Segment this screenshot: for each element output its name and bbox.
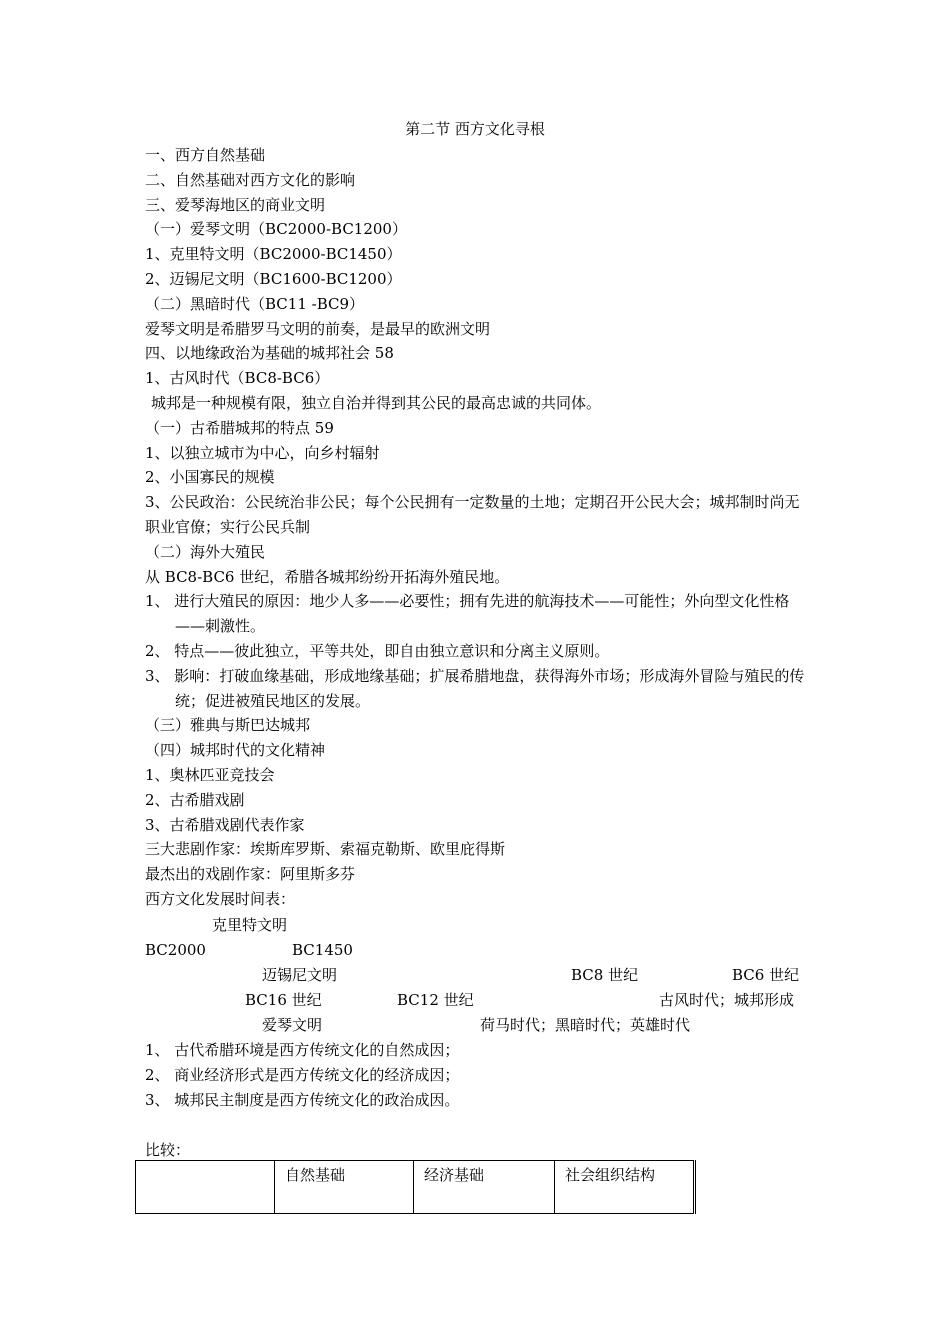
subheading-line: （一）爱琴文明（BC2000-BC1200） bbox=[145, 220, 407, 239]
timeline-bc12: BC12 世纪 bbox=[397, 991, 474, 1009]
table-cell: 社会组织结构 bbox=[555, 1161, 695, 1214]
compare-label: 比较： bbox=[145, 1141, 191, 1159]
page-title: 第二节 西方文化寻根 bbox=[405, 120, 545, 138]
timeline-bc8: BC8 世纪 bbox=[571, 966, 639, 984]
text-line: 城邦是一种规模有限，独立自治并得到其公民的最高忠诚的共同体。 bbox=[151, 393, 602, 412]
conclusion-item: 3、 城邦民主制度是西方传统文化的政治成因。 bbox=[145, 1091, 460, 1109]
list-item: 1、古风时代（BC8-BC6） bbox=[145, 369, 330, 388]
comparison-table bbox=[135, 1160, 696, 1214]
timeline-bc16: BC16 世纪 bbox=[245, 991, 322, 1009]
list-item: 1、克里特文明（BC2000-BC1450） bbox=[145, 245, 402, 264]
table-cell bbox=[136, 1161, 275, 1214]
list-item: 3、古希腊戏剧代表作家 bbox=[145, 815, 305, 834]
list-item: 3、 影响：打破血缘基础，形成地缘基础；扩展希腊地盘，获得海外市场；形成海外冒险与殖民的传统；促进被殖民地区的发展。 bbox=[145, 666, 805, 710]
list-item: 3、公民政治：公民统治非公民；每个公民拥有一定数量的土地；定期召开公民大会；城邦制时尚无职业官僚；实行公民兵制 bbox=[145, 493, 800, 536]
timeline-archaic: 古风时代；城邦形成 bbox=[659, 991, 795, 1009]
subheading-line: （四）城邦时代的文化精神 bbox=[145, 741, 326, 760]
table-cell: 经济基础 bbox=[414, 1161, 555, 1214]
text-line: 三大悲剧作家：埃斯库罗斯、索福克勒斯、欧里庇得斯 bbox=[145, 840, 506, 859]
table-row bbox=[136, 1161, 695, 1214]
subheading-line: （二）海外大殖民 bbox=[145, 542, 266, 561]
text-line: 爱琴文明是希腊罗马文明的前奏，是最早的欧洲文明 bbox=[145, 319, 491, 338]
list-item: 1、奥林匹亚竞技会 bbox=[145, 765, 275, 784]
subheading-line: （二）黑暗时代（BC11 -BC9） bbox=[145, 294, 365, 313]
timeline-mycenae: 迈锡尼文明 bbox=[262, 966, 338, 984]
list-item: 2、小国寡民的规模 bbox=[145, 468, 275, 487]
timeline-aegean: 爱琴文明 bbox=[262, 1016, 323, 1034]
list-item: 1、以独立城市为中心，向乡村辐射 bbox=[145, 443, 380, 462]
timeline-crete: 克里特文明 bbox=[212, 916, 288, 934]
subheading-line: （一）古希腊城邦的特点 59 bbox=[145, 418, 334, 437]
table-cell: 自然基础 bbox=[275, 1161, 414, 1214]
list-item: 2、迈锡尼文明（BC1600-BC1200） bbox=[145, 269, 402, 288]
subheading-line: （三）雅典与斯巴达城邦 bbox=[145, 716, 311, 735]
text-line: 西方文化发展时间表： bbox=[145, 889, 296, 908]
conclusion-item: 2、 商业经济形式是西方传统文化的经济成因； bbox=[145, 1066, 460, 1084]
outline-body bbox=[145, 143, 810, 912]
timeline-homer: 荷马时代；黑暗时代；英雄时代 bbox=[480, 1016, 691, 1034]
conclusion-item: 1、 古代希腊环境是西方传统文化的自然成因； bbox=[145, 1041, 460, 1059]
heading-line: 一、西方自然基础 bbox=[145, 146, 266, 164]
timeline-bc1450: BC1450 bbox=[292, 941, 353, 959]
heading-line: 二、自然基础对西方文化的影响 bbox=[145, 170, 356, 189]
heading-line: 三、爱琴海地区的商业文明 bbox=[145, 195, 326, 214]
heading-line: 四、以地缘政治为基础的城邦社会 58 bbox=[145, 344, 394, 363]
list-item: 2、 特点——彼此独立，平等共处，即自由独立意识和分离主义原则。 bbox=[145, 641, 610, 660]
list-item: 2、古希腊戏剧 bbox=[145, 790, 245, 809]
timeline-bc2000: BC2000 bbox=[145, 941, 206, 959]
text-line: 从 BC8-BC6 世纪，希腊各城邦纷纷开拓海外殖民地。 bbox=[145, 567, 510, 586]
text-line: 最杰出的戏剧作家：阿里斯多芬 bbox=[145, 865, 356, 884]
list-item: 1、 进行大殖民的原因：地少人多——必要性；拥有先进的航海技术——可能性；外向型文化性格——刺激性。 bbox=[145, 592, 790, 636]
timeline-bc6: BC6 世纪 bbox=[732, 966, 800, 984]
